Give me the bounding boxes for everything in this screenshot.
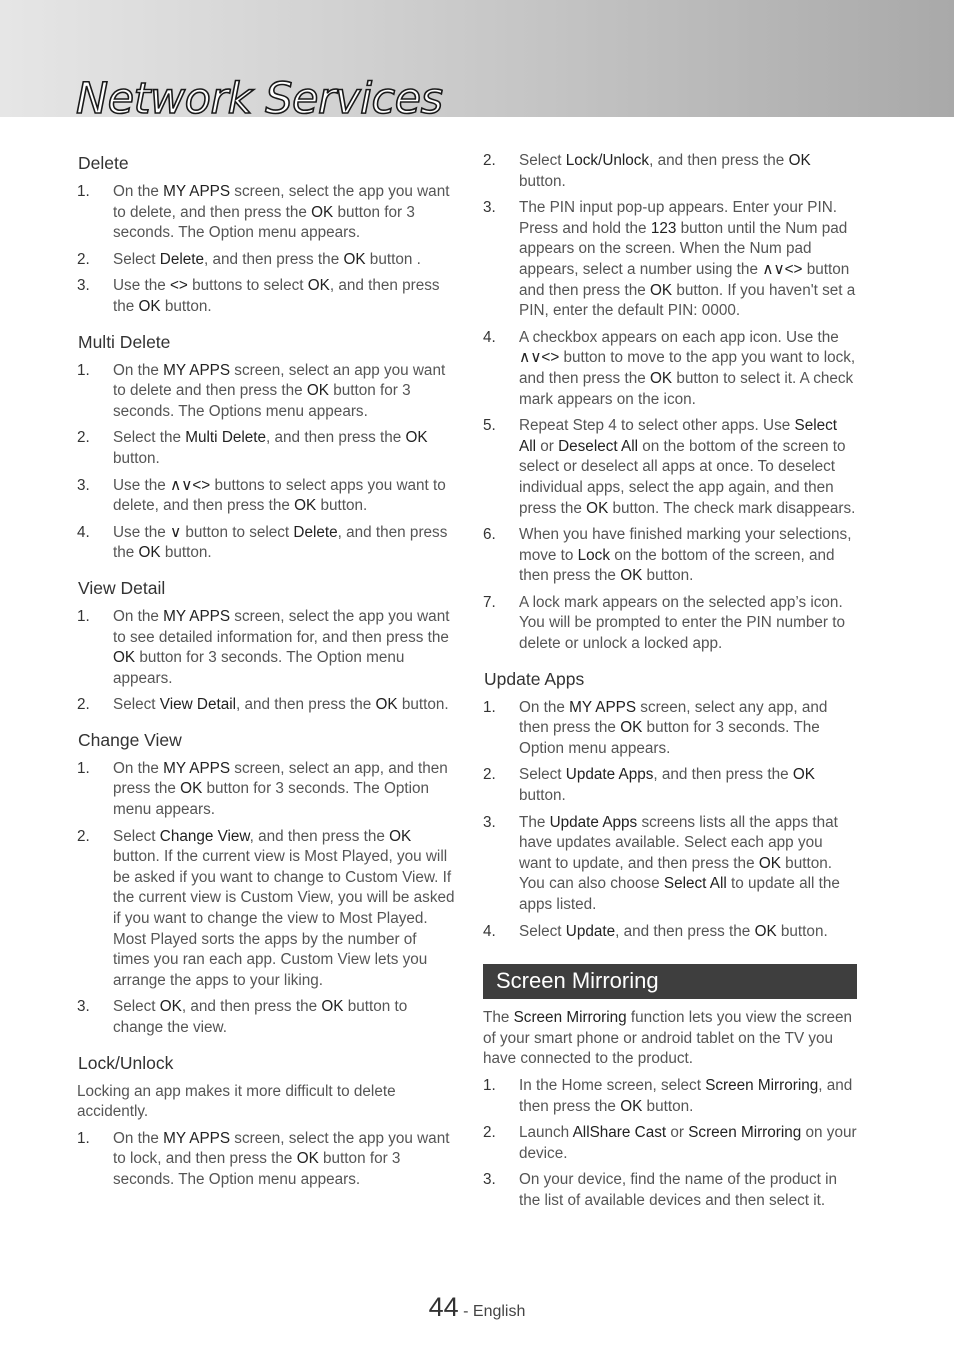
emphasis-term: OK [306, 382, 330, 400]
section-multi-delete [77, 330, 455, 564]
step-number: 6. [483, 526, 496, 544]
list-item [483, 525, 857, 587]
emphasis-term: MY APPS [163, 183, 231, 200]
list-item [483, 151, 857, 192]
list-item [77, 182, 455, 244]
list-item [77, 695, 455, 716]
step-number: 4. [483, 328, 496, 346]
emphasis-term: MY APPS [163, 1129, 231, 1147]
step-text [113, 276, 455, 317]
emphasis-term: OK [754, 922, 777, 940]
list-item [77, 607, 455, 689]
step-text [519, 1170, 857, 1211]
text-run: screen, select the app you want to delete, and then press the [113, 183, 450, 221]
emphasis-term: Lock/Unlock [565, 152, 650, 169]
emphasis-term: ∧∨<> [519, 349, 560, 367]
emphasis-term: OK [159, 998, 182, 1016]
emphasis-term: OK [180, 780, 203, 798]
step-list [77, 1129, 455, 1191]
step-number: 2. [483, 766, 496, 784]
section-title: Update Apps [484, 668, 585, 689]
text-run: Use the [113, 476, 170, 494]
step-number: 3. [77, 476, 90, 494]
text-run: Select [519, 152, 566, 169]
emphasis-term: OK [758, 854, 781, 872]
emphasis-term: OK [792, 766, 815, 784]
emphasis-term: OK [620, 719, 643, 737]
step-text [113, 1129, 455, 1191]
text-run: button. [113, 449, 160, 467]
section-intro [483, 1008, 857, 1070]
text-run: button. You can also choose [519, 854, 832, 893]
list-item [77, 276, 455, 317]
text-run: button until the Num pad appears on the screen. When the Num pad appears, select a number using the [519, 219, 848, 278]
step-text [519, 1076, 857, 1117]
text-run: buttons to select [187, 277, 308, 295]
emphasis-term: Screen Mirroring [513, 1009, 627, 1027]
step-number: 1. [483, 1076, 496, 1094]
text-run: button. [519, 172, 566, 190]
text-run: button for 3 seconds. The Option menu appears. [113, 203, 415, 242]
step-text [519, 525, 857, 587]
emphasis-term: OK [375, 696, 398, 714]
step-text [113, 827, 455, 992]
text-run: or [536, 437, 559, 455]
step-number: 1. [77, 607, 90, 625]
step-list [77, 182, 455, 318]
step-list [77, 607, 455, 716]
emphasis-term: Lock [577, 546, 610, 564]
text-run: button. [397, 696, 449, 714]
step-list [77, 759, 455, 1039]
text-run: On the [113, 361, 164, 379]
text-run: button to select [181, 523, 294, 541]
text-run: Use the [113, 523, 170, 541]
text-run: to update all the apps listed. [519, 875, 840, 913]
step-number: 2. [483, 152, 496, 169]
list-item [483, 1076, 857, 1117]
text-run: button for 3 seconds. The Option menu appears. [113, 649, 405, 687]
list-item [77, 361, 455, 423]
list-item [77, 476, 455, 517]
list-item [483, 198, 857, 322]
emphasis-term: MY APPS [163, 361, 231, 379]
emphasis-term: OK [113, 649, 136, 667]
emphasis-term: Delete [159, 250, 204, 268]
step-text [519, 328, 857, 410]
text-run: button. [519, 787, 566, 805]
step-text [519, 151, 857, 192]
step-text [113, 428, 455, 469]
step-number: 5. [483, 417, 496, 435]
step-text [113, 476, 455, 517]
list-item [77, 428, 455, 469]
section-screen-mirroring [483, 1008, 857, 1211]
section-intro: Locking an app makes it more difficult to delete accidently. [77, 1082, 396, 1121]
step-text [519, 922, 857, 943]
emphasis-term: Update Apps [549, 813, 638, 831]
section-change-view [77, 728, 455, 1039]
text-run: The PIN input pop-up appears. Enter your PIN. Press and hold the [519, 199, 838, 237]
text-run: screen, select an app you want to delete and then press the [113, 361, 446, 400]
list-item [483, 698, 857, 760]
list-item [483, 328, 857, 410]
emphasis-term: OK [321, 998, 344, 1016]
text-run: button to move to the app you want to lock, and then press the [519, 349, 856, 387]
step-text [113, 695, 455, 716]
text-run: Select [113, 827, 160, 845]
right-column [483, 151, 857, 1218]
text-run: Select the [113, 429, 186, 447]
step-text [113, 182, 455, 244]
list-item [483, 593, 857, 655]
step-text [519, 698, 857, 760]
emphasis-term: OK [405, 429, 428, 447]
section-update-apps [483, 667, 857, 943]
text-run: on your device. [519, 1124, 857, 1162]
step-text [113, 523, 455, 564]
step-text [519, 593, 857, 655]
text-run: Repeat Step 4 to select other apps. Use [519, 417, 795, 435]
emphasis-term: OK [586, 499, 609, 517]
section-lock-unlock [77, 1051, 455, 1191]
text-run: On the [113, 183, 164, 200]
text-run: Select [519, 922, 566, 940]
step-number: 3. [483, 1171, 496, 1189]
list-item [77, 997, 455, 1038]
banner-title: Screen Mirroring [496, 968, 659, 994]
step-number: 3. [77, 998, 90, 1016]
step-text [519, 813, 857, 916]
text-run: button for 3 seconds. The Option menu appears. [113, 1150, 401, 1188]
text-run: button. [316, 497, 368, 515]
step-text [519, 416, 857, 519]
text-run: button. [776, 922, 828, 940]
text-run: on the bottom of the screen to select or deselect all apps at once. To deselect individual apps, select the app again, and then press the [519, 437, 846, 517]
step-number: 1. [77, 361, 90, 379]
text-run: On the [113, 1129, 164, 1147]
list-item [483, 813, 857, 916]
step-text [113, 361, 455, 423]
emphasis-term: OK [294, 497, 317, 515]
emphasis-term: Screen Mirroring [705, 1076, 819, 1094]
step-number: 2. [77, 827, 90, 845]
emphasis-term: MY APPS [569, 698, 637, 716]
page-language: English [472, 1303, 526, 1320]
section-title: View Detail [78, 577, 166, 598]
text-run: Launch [519, 1124, 573, 1142]
list-item [483, 1170, 857, 1211]
emphasis-term: OK [138, 544, 161, 562]
list-item [483, 765, 857, 806]
emphasis-term: Update [565, 922, 616, 940]
step-number: 2. [77, 250, 90, 268]
step-list [483, 1076, 857, 1212]
emphasis-term: OK [620, 567, 643, 585]
step-number: 3. [77, 277, 90, 295]
list-item [483, 1123, 857, 1164]
text-run: button for 3 seconds. The Option menu appears. [113, 780, 430, 819]
step-text [113, 250, 455, 271]
text-run: , and then press the [113, 277, 440, 315]
emphasis-term: 123 [650, 219, 677, 237]
section-banner [483, 964, 857, 999]
text-run: Select [113, 998, 160, 1016]
emphasis-term: OK [389, 827, 412, 845]
text-run: , and then press the [615, 922, 755, 940]
text-run: button to select it. A check mark appears on the icon. [519, 369, 854, 408]
emphasis-term: View Detail [159, 696, 237, 714]
step-list [77, 361, 455, 564]
text-run: Select [113, 250, 160, 268]
step-list [483, 698, 857, 943]
emphasis-term: Multi Delete [185, 429, 267, 447]
text-run: The [519, 813, 550, 831]
text-run: button. The check mark disappears. [608, 499, 856, 517]
emphasis-term: Update Apps [565, 766, 654, 784]
text-run: button for 3 seconds. The Options menu appears. [113, 382, 411, 420]
text-run: screen, select the app you want to lock, and then press the [113, 1129, 450, 1168]
text-run: screen, select an app, and then press the [113, 759, 448, 798]
section-title: Change View [78, 729, 182, 750]
page-number: 44 [428, 1292, 459, 1322]
text-run: , and then press the [181, 998, 322, 1016]
section-view-detail [77, 576, 455, 716]
text-run: button for 3 seconds. The Option menu appears. [519, 719, 820, 757]
step-number: 3. [483, 199, 496, 217]
text-run: On the [113, 759, 164, 777]
text-run: When you have finished marking your selections, move to [519, 526, 852, 564]
text-run: The [483, 1009, 514, 1027]
emphasis-term: OK [649, 281, 673, 299]
step-text [113, 997, 455, 1038]
text-run: A checkbox appears on each app icon. Use the [519, 328, 839, 346]
list-item [77, 827, 455, 992]
page-footer [0, 1292, 954, 1323]
step-list [483, 151, 857, 655]
text-run: , and then press the [653, 766, 793, 784]
step-number: 2. [77, 696, 90, 714]
section-lock-unlock-continued [483, 151, 857, 655]
text-run: , and then press the [203, 250, 344, 268]
emphasis-term: Change View [159, 827, 250, 845]
text-run: , and then press the [236, 696, 376, 714]
section-title: Delete [78, 153, 129, 173]
emphasis-term: OK [296, 1150, 319, 1168]
emphasis-term: OK [138, 297, 161, 315]
emphasis-term: Delete [293, 523, 338, 541]
emphasis-term: OK [311, 203, 334, 221]
emphasis-term: Screen Mirroring [688, 1124, 802, 1142]
text-run: , and then press the [519, 1076, 853, 1115]
step-number: 3. [483, 813, 496, 831]
emphasis-term: AllShare Cast [572, 1124, 667, 1142]
step-number: 4. [77, 523, 90, 541]
step-text [113, 759, 455, 821]
page-header [0, 0, 954, 124]
text-run: button. [642, 1097, 694, 1115]
list-item [483, 922, 857, 943]
text-run: function lets you view the screen of your smart phone or android tablet on the TV you have connected to the product. [483, 1009, 852, 1068]
emphasis-term: OK [307, 277, 330, 295]
section-delete [77, 151, 455, 318]
text-run: , and then press the [266, 429, 406, 447]
step-number: 1. [77, 1129, 90, 1147]
text-run: , and then press the [113, 523, 448, 562]
list-item [483, 416, 857, 519]
list-item [77, 759, 455, 821]
emphasis-term: Deselect All [558, 437, 639, 455]
text-run: button. [160, 297, 212, 315]
text-run: on the bottom of the screen, and then press the [519, 546, 835, 585]
text-run: On the [519, 698, 570, 716]
page-title: Network Services [76, 74, 443, 124]
page-separator: - [458, 1303, 473, 1320]
text-run: button. If the current view is Most Played, you will be asked if you want to change to Custom View. If the current view is Custom View, you will be asked if you want to change the view to Most Played. Most Played sorts the apps by the number of times you ran each app. Custom View lets you arrange the apps to your liking. [113, 848, 455, 989]
step-number: 1. [77, 183, 90, 200]
text-run: Use the [113, 277, 170, 295]
emphasis-term: <> [169, 277, 188, 295]
text-run: buttons to select apps you want to delete, and then press the [113, 476, 446, 515]
step-text [519, 1123, 857, 1164]
text-run: button. [642, 567, 694, 585]
section-title: Multi Delete [78, 331, 171, 352]
text-run: button and then press the [519, 260, 850, 299]
text-run: On the [113, 607, 164, 625]
list-item [77, 250, 455, 271]
emphasis-term: OK [788, 152, 811, 169]
emphasis-term: OK [649, 369, 673, 387]
step-number: 7. [483, 593, 496, 611]
step-text [113, 607, 455, 689]
step-number: 1. [77, 759, 90, 777]
section-title: Lock/Unlock [78, 1052, 174, 1073]
text-run: screens lists all the apps that have updates available. Select each app you want to update, and then press the [519, 813, 838, 872]
text-run: , and then press the [649, 152, 789, 169]
text-run: screen, select any app, and then press the [519, 698, 828, 737]
text-run: Select [519, 766, 566, 784]
emphasis-term: OK [343, 250, 366, 268]
emphasis-term: ∧∨<> [169, 476, 211, 494]
text-run: screen, select the app you want to see detailed information for, and then press the [113, 607, 450, 646]
emphasis-term: MY APPS [163, 607, 231, 625]
step-number: 2. [483, 1124, 496, 1142]
list-item [77, 523, 455, 564]
step-text [519, 765, 857, 806]
step-text [519, 198, 857, 322]
text-run: button to change the view. [113, 998, 408, 1036]
emphasis-term: Select All [663, 875, 727, 893]
left-column [77, 151, 455, 1197]
text-run: or [666, 1124, 689, 1142]
emphasis-term: Select All [519, 417, 838, 455]
emphasis-term: MY APPS [163, 759, 231, 777]
emphasis-term: ∨ [169, 523, 182, 541]
emphasis-term: OK [620, 1097, 643, 1115]
step-number: 1. [483, 698, 496, 716]
text-run: A lock mark appears on the selected app’s icon. You will be prompted to enter the PIN number to delete or unlock a locked app. [519, 593, 845, 653]
text-run: button. [160, 544, 212, 562]
text-run: button. If you haven't set a PIN, enter the default PIN: 0000. [519, 281, 856, 320]
text-run: button . [365, 250, 421, 268]
text-run: Select [113, 696, 160, 714]
text-run: On your device, find the name of the product in the list of available devices and then select it. [519, 1171, 838, 1209]
step-number: 2. [77, 429, 90, 447]
text-run: In the Home screen, select [519, 1076, 706, 1094]
emphasis-term: ∧∨<> [762, 260, 803, 278]
list-item [77, 1129, 455, 1191]
text-run: , and then press the [249, 827, 390, 845]
step-number: 4. [483, 922, 496, 940]
